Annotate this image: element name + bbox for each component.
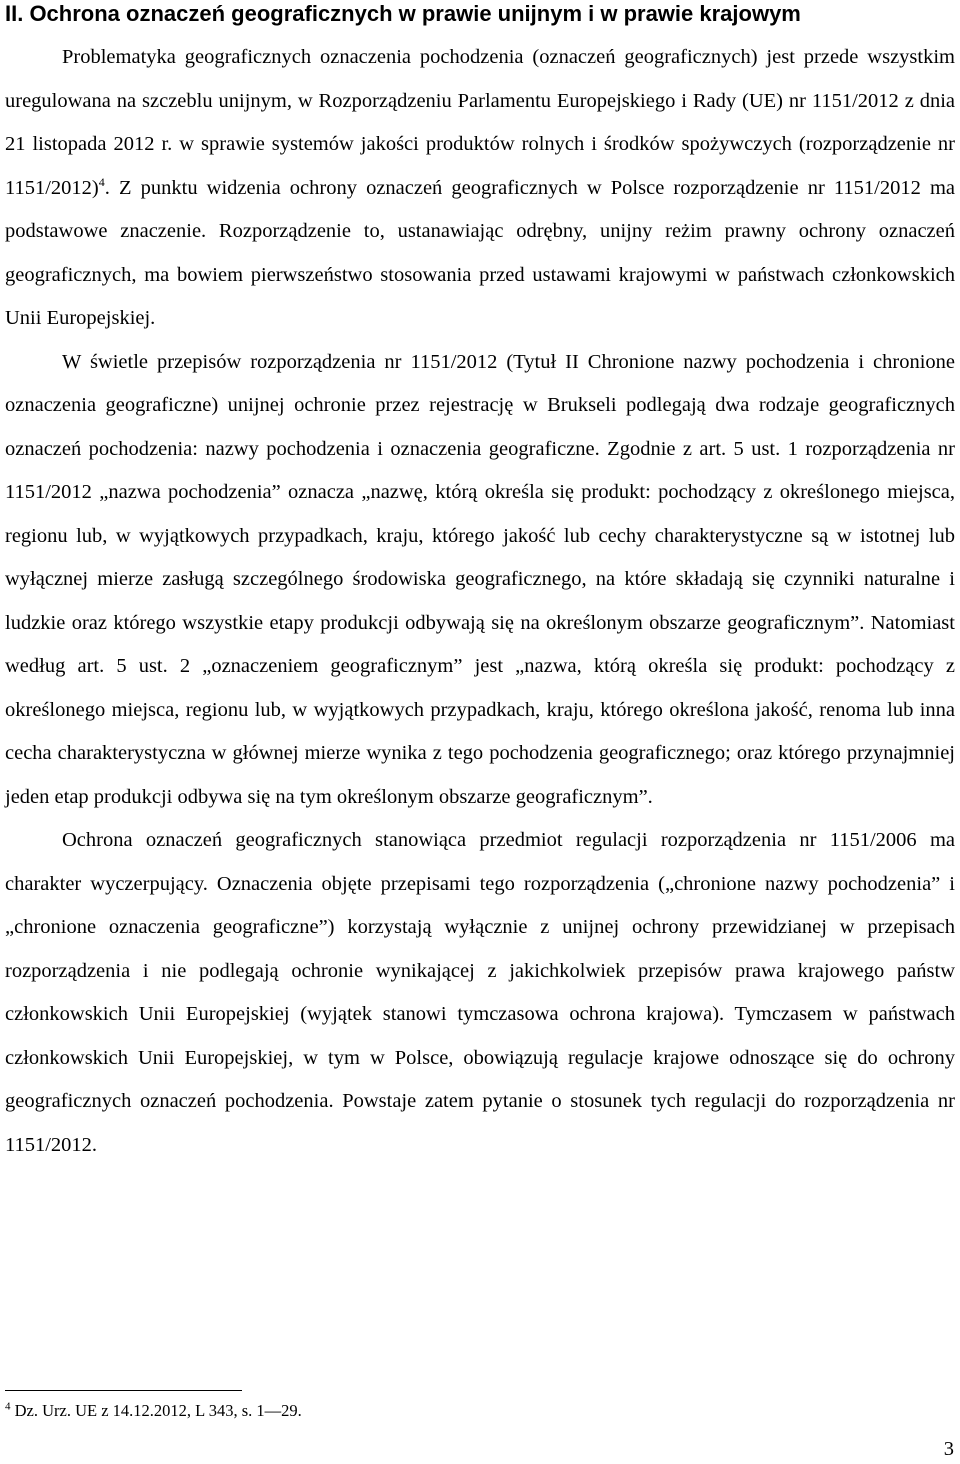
paragraph-2: W świetle przepisów rozporządzenia nr 1151/2012 (Tytuł II Chronione nazwy pochodzenia i chronione oznaczenia geograficzne) unijnej ochronie przez rejestrację w Brukseli podlegają dwa rodzaje geograficznych oznaczeń pochodzenia: nazwy pochodzenia i oznaczenia geograficzne. Zgodnie z art. 5 ust. 1 rozporządzenia nr 1151/2012 „nazwa pochodzenia” oznacza „nazwę, którą określa się produkt: pochodzący z określonego miejsca, regionu lub, w wyjątkowych przypadkach, kraju, którego jakość lub cechy charakterystyczne są w istotnej lub wyłącznej mierze zasługą szczególnego środowiska geograficznego, na które składają się czynniki naturalne i ludzkie oraz którego wszystkie etapy produkcji odbywają się na określonym obszarze geograficznym”. Natomiast według art. 5 ust. 2 „oznaczeniem geograficznym” jest „nazwa, którą określa się produkt: pochodzący z określonego miejsca, regionu lub, w wyjątkowych przypadkach, kraju, którego określona jakość, renoma lub inna cecha charakterystyczna w głównej mierze wynika z tego pochodzenia geograficznego; oraz którego przynajmniej jeden etap produkcji odbywa się na tym określonym obszarze geograficznym”. [5,350,955,808]
footnote [5,1401,605,1421]
page-number: 3 [943,1438,954,1460]
paragraph-1-text: Problematyka geograficznych oznaczenia pochodzenia (oznaczeń geograficznych) jest przede wszystkim uregulowana na szczeblu unijnym, w Rozporządzeniu Parlamentu Europejskiego i Rady (UE) nr 1151/2012 z dnia 21 listopada 2012 r. w sprawie systemów jakości produktów rolnych i środków spożywczych (rozporządzenie nr 1151/2012) [5,46,955,199]
paragraph-1-text-continued: . Z punktu widzenia ochrony oznaczeń geograficznych w Polsce rozporządzenie nr 1151/2012 ma podstawowe znaczenie. Rozporządzenie to, ustanawiając odrębny, unijny reżim prawny ochrony oznaczeń geograficznych, ma bowiem pierwszeństwo stosowania przed ustawami krajowymi w państwach członkowskich Unii Europejskiej. [5,176,955,329]
footnote-separator [5,1390,242,1391]
footnote-number: 4 [5,1400,11,1413]
section-heading: II. Ochrona oznaczeń geograficznych w prawie unijnym i w prawie krajowym [5,1,801,26]
footnote-reference[interactable]: 4 [98,174,105,189]
paragraph-1 [5,36,955,341]
paragraph-3: Ochrona oznaczeń geograficznych stanowiąca przedmiot regulacji rozporządzenia nr 1151/2006 ma charakter wyczerpujący. Oznaczenia objęte przepisami tego rozporządzenia („chronione nazwy pochodzenia” i „chronione oznaczenia geograficzne”) korzystają wyłącznie z unijnej ochrony przewidzianej w przepisach rozporządzenia i nie podlegają ochronie wynikającej z jakichkolwiek przepisów prawa krajowego państw członkowskich Unii Europejskiej (wyjątek stanowi tymczasowa ochrona krajowa). Tymczasem w państwach członkowskich Unii Europejskiej, w tym w Polsce, obowiązują regulacje krajowe odnoszące się do ochrony geograficznych oznaczeń pochodzenia. Powstaje zatem pytanie o stosunek tych regulacji do rozporządzenia nr 1151/2012. [5,829,955,1156]
body-text [5,36,955,1167]
footnote-text: Dz. Urz. UE z 14.12.2012, L 343, s. 1—29. [14,1401,302,1420]
